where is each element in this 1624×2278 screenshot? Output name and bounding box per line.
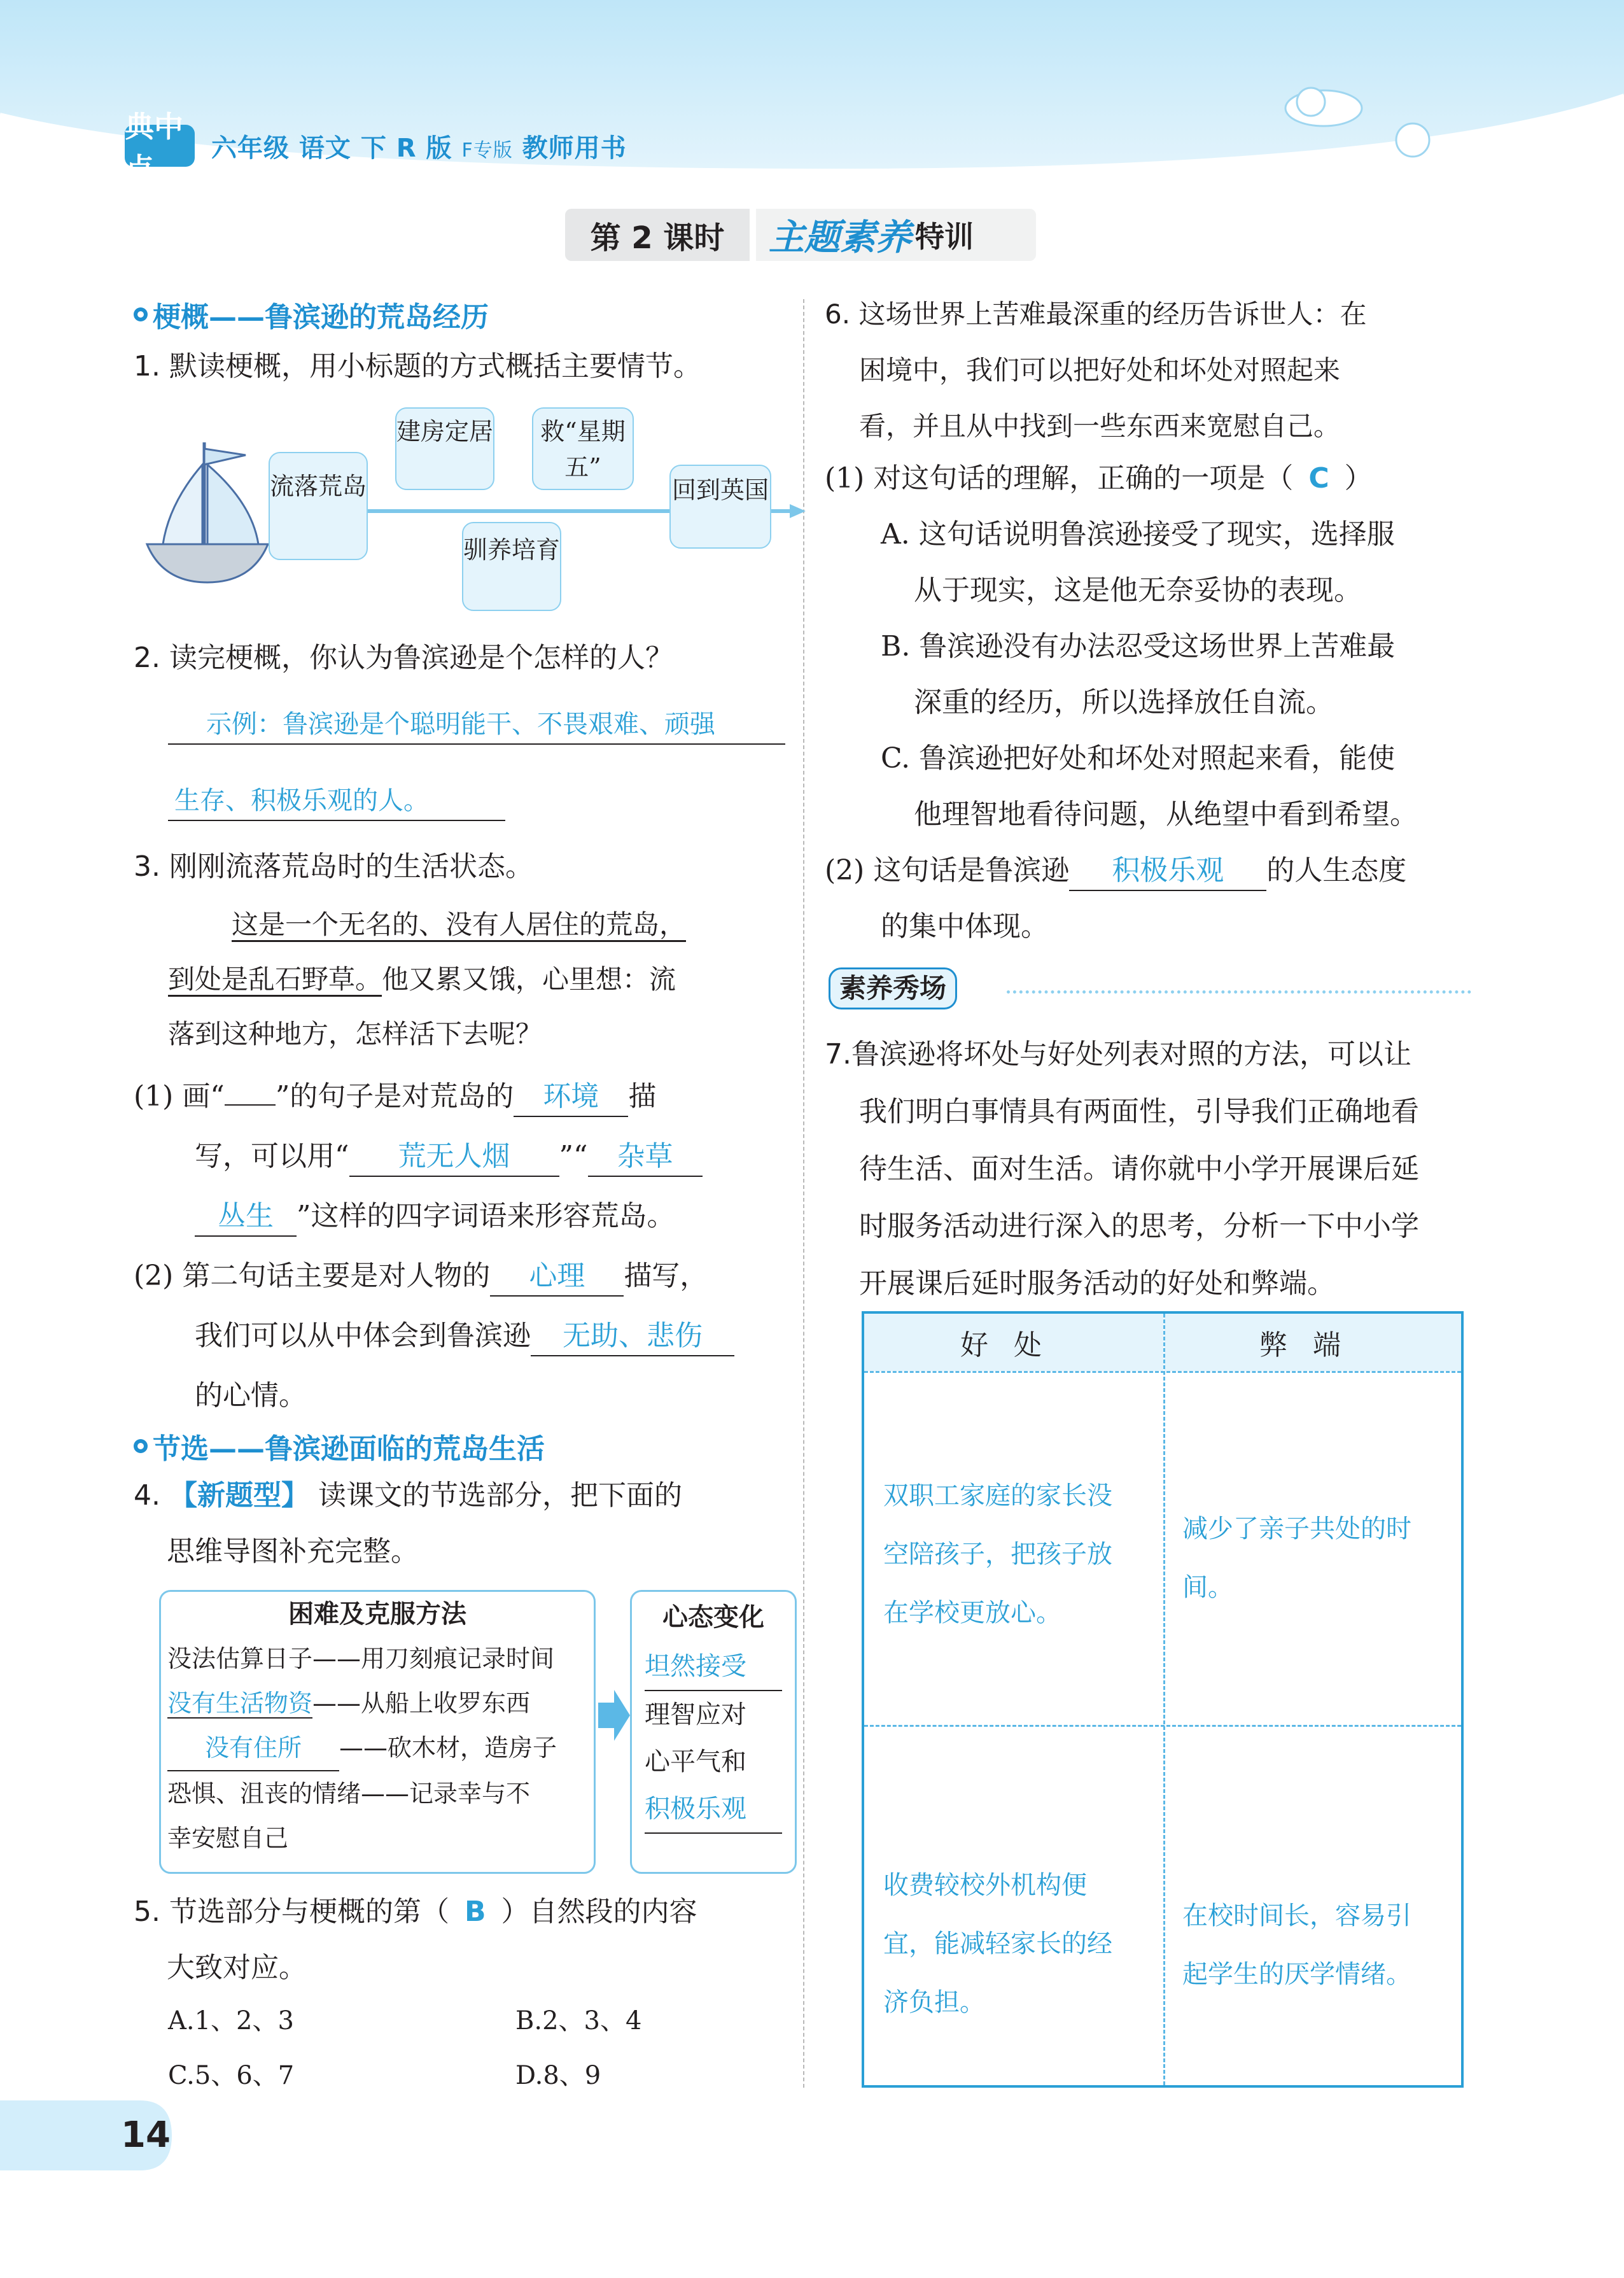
answer-2-line-2: 生存、积极乐观的人。 xyxy=(168,782,505,821)
question-2: 2. 读完梗概，你认为鲁滨逊是个怎样的人？ xyxy=(134,642,673,674)
table-cell-pro-2: 收费较校外机构便 宜，能减轻家长的经 济负担。 xyxy=(883,1871,1112,2017)
question-1: 1. 默读梗概，用小标题的方式概括主要情节。 xyxy=(134,350,701,383)
table-header-pros: 好处 xyxy=(864,1314,1163,1371)
table-cell-con-2: 在校时间长，容易引 起学生的厌学情绪。 xyxy=(1182,1901,1411,1989)
node-build-house: 建房定居 xyxy=(395,407,494,490)
mindmap-mindset: 心态变化 坦然接受 理智应对 心平气和 积极乐观 xyxy=(630,1590,797,1874)
question-5: 5. 节选部分与梗概的第（ B ）自然段的内容 大致对应。 xyxy=(134,1895,697,1984)
passage-3: 这是一个无名的、没有人居住的荒岛， 到处是乱石野草。他又累又饿，心里想：流 落到这种地方，怎样活下去呢？ xyxy=(168,909,687,1050)
node-castaway: 流落荒岛 xyxy=(269,452,368,560)
pros-cons-table xyxy=(862,1311,1464,2088)
bullet-icon xyxy=(134,307,148,321)
mindmap-difficulties: 困难及克服方法 没法估算日子——用刀刻痕记录时间 没有生活物资——从船上收罗东西 没有住所 ——砍木材，造房子 恐惧、沮丧的情绪——记录幸与不 幸安慰自己 xyxy=(159,1590,596,1874)
section-heading-synopsis: 梗概——鲁滨逊的荒岛经历 xyxy=(134,294,489,335)
question-3: 3. 刚刚流落荒岛时的生活状态。 xyxy=(134,850,533,883)
node-rescue-friday: 救“星期五” xyxy=(532,407,634,490)
section-heading-excerpt: 节选——鲁滨逊面临的荒岛生活 xyxy=(134,1426,545,1466)
table-cell-pro-1: 双职工家庭的家长没 空陪孩子，把孩子放 在学校更放心。 xyxy=(883,1481,1112,1628)
node-domesticate: 驯养培育 xyxy=(462,522,561,611)
showcase-banner: 素养秀场 xyxy=(829,967,1471,999)
column-divider xyxy=(803,299,804,2088)
plot-diagram xyxy=(144,395,793,611)
lesson-number: 第 2 课时 xyxy=(565,209,750,261)
question-6-sub: (1) 对这句话的理解，正确的一项是（ C ） A. 这句话说明鲁滨逊接受了现实，选择服 从于现实，这是他无奈妥协的表现。 B. 鲁滨逊没有办法忍受这场世界上苦难最 深重的经历，所以选择放任自流。 C. 鲁滨逊把好处和坏处对照起来看，能使 他理智地看待问题，从绝望中看到希望。 (2) 这句话是鲁滨逊 积极乐观 的人生态度 的集中体现。 xyxy=(825,462,1418,943)
question-6: 6. 这场世界上苦难最深重的经历告诉世人：在 困境中，我们可以把好处和坏处对照起来 看，并且从中找到一些东西来宽慰自己。 xyxy=(825,299,1367,442)
table-cell-con-1: 减少了亲子共处的时 间。 xyxy=(1182,1514,1411,1602)
question-5-options: A.1、2、3 B.2、3、4 C.5、6、7 D.8、9 xyxy=(168,2006,642,2090)
brand-logo: 典中点 xyxy=(125,125,195,167)
question-3-sub: (1) 画“ ”的句子是对荒岛的 环境 描 写，可以用“ 荒无人烟 ”“ 杂草 丛生 ”这样的四字词语来形容荒岛。 (2) 第二句话主要是对人物的 心理 描写， 我们可以从中体会到鲁滨逊 无助、悲伤 的心情。 xyxy=(134,1067,795,1426)
book-title: 六年级 语文 下 R 版 F专版 教师用书 xyxy=(211,133,627,163)
arrow-right-icon xyxy=(598,1687,630,1744)
question-7: 7.鲁滨逊将坏处与好处列表对照的方法，可以让 我们明白事情具有两面性，引导我们正确地看 待生活、面对生活。请你就中小学开展课后延 时服务活动进行深入的思考，分析一下中小学 开展课后延时服务活动的好处和弊端。 xyxy=(825,1038,1419,1300)
book-brand xyxy=(125,109,627,186)
answer-2-line-1: 示例：鲁滨逊是个聪明能干、不畏艰难、顽强 xyxy=(168,705,785,745)
page-number: 14 xyxy=(121,2114,171,2156)
node-return-england: 回到英国 xyxy=(669,465,771,549)
lesson-title xyxy=(565,204,1049,265)
lesson-theme: 主题素养 特训 xyxy=(756,209,1036,261)
question-4: 4. 【新题型】 读课文的节选部分，把下面的 思维导图补充完整。 xyxy=(134,1479,682,1568)
sailboat-icon xyxy=(144,439,271,586)
bullet-icon xyxy=(134,1439,148,1453)
table-header-cons: 弊端 xyxy=(1165,1314,1461,1371)
